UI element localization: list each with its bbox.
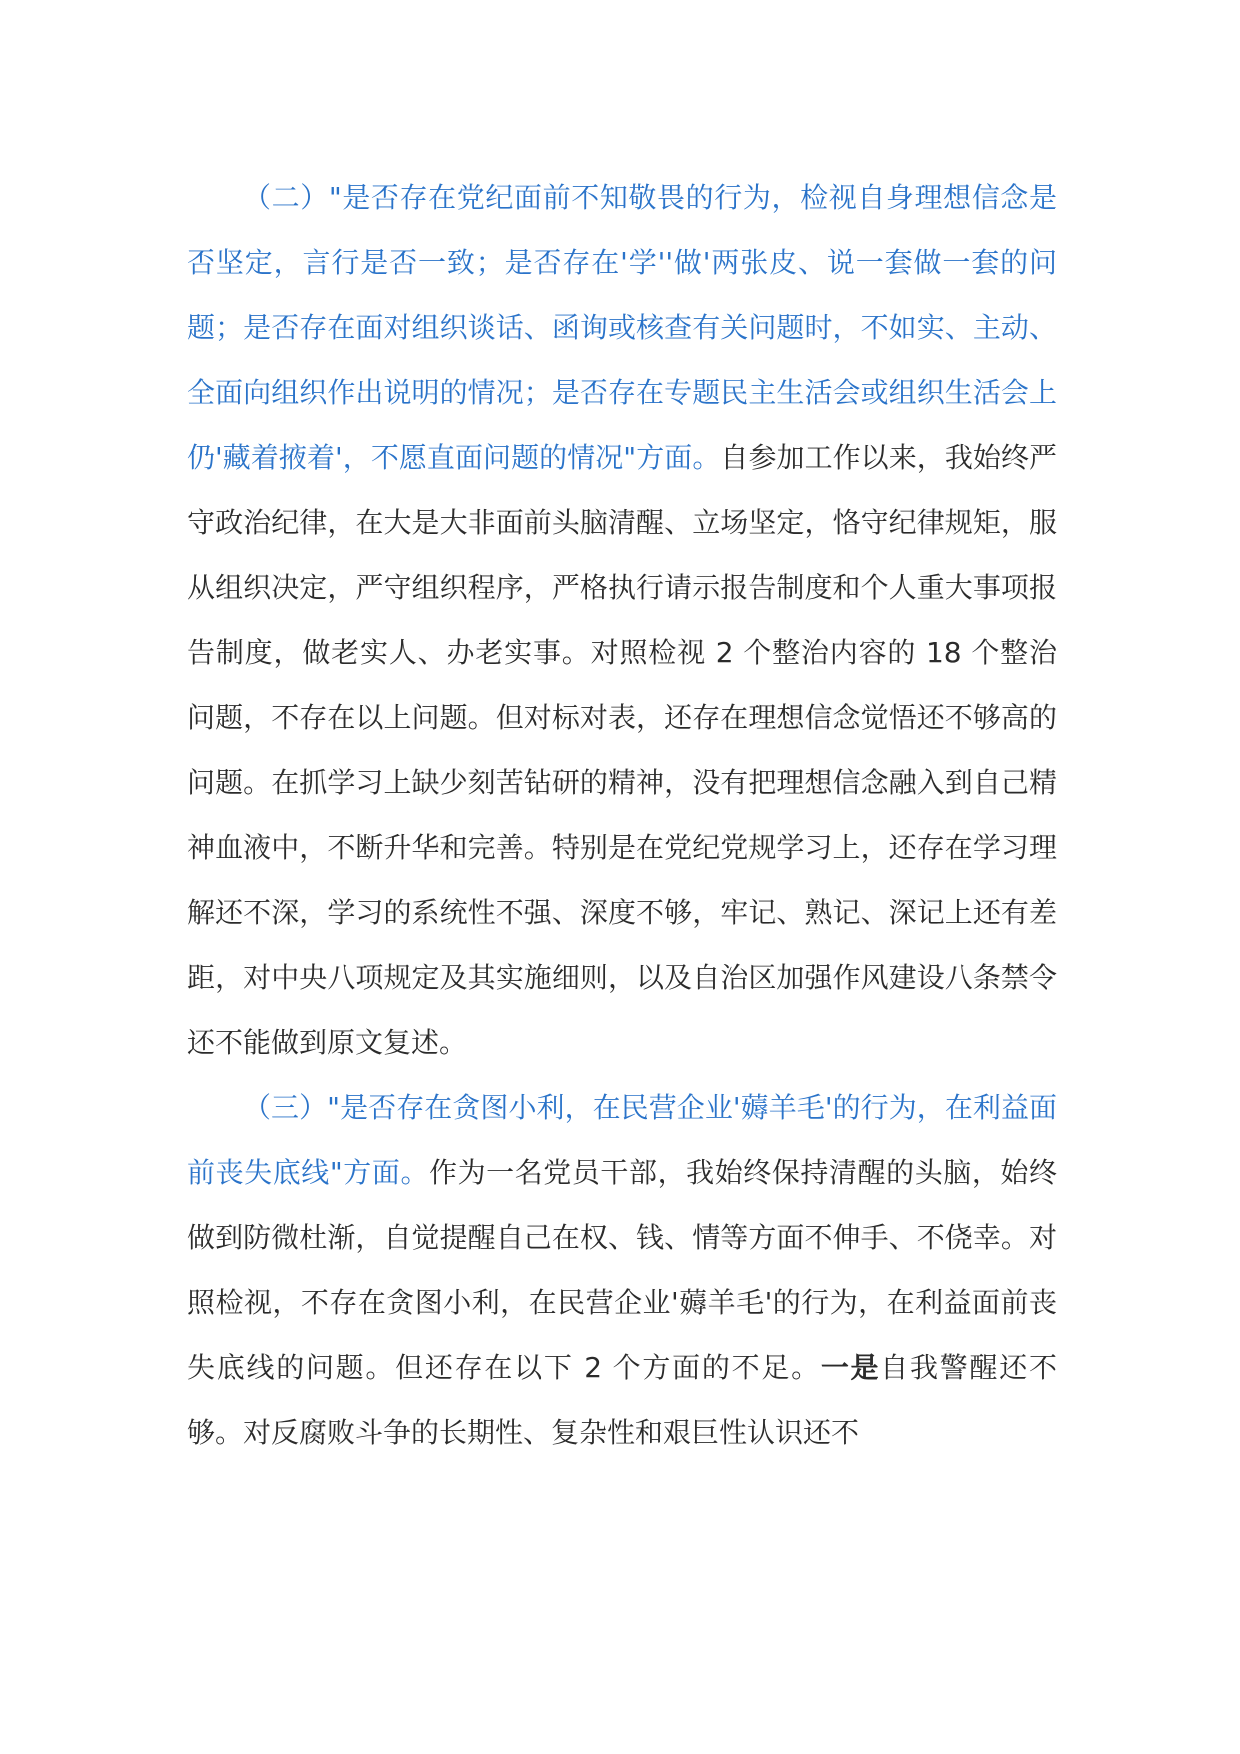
section-2-body: 自参加工作以来，我始终严守政治纪律，在大是大非面前头脑清醒、立场坚定，恪守纪律规矩，服从组织决定，严守组织程序，严格执行请示报告制度和个人重大事项报告制度，做老实人、办老实事。对照检视 2 个整治内容的 18 个整治问题，不存在以上问题。但对标对表，还存在理想信念觉悟还不够高的问题。在抓学习上缺少刻苦钻研的精神，没有把理想信念融入到自己精神血液中，不断升华和完善。特别是在党纪党规学习上，还存在学习理解还不深，学习的系统性不强、深度不够，牢记、熟记、深记上还有差距，对中央八项规定及其实施细则，以及自治区加强作风建设八条禁令还不能做到原文复述。 [187, 441, 1057, 1059]
paragraph-section-3 [187, 1075, 1057, 1465]
paragraph-section-2 [187, 165, 1057, 1075]
section-3-body: 作为一名党员干部，我始终保持清醒的头脑，始终做到防微杜渐，自觉提醒自己在权、钱、情等方面不伸手、不侥幸。对照检视，不存在贪图小利，在民营企业'薅羊毛'的行为，在利益面前丧失底线的问题。但还存在以下 2 个方面的不足。 [187, 1156, 1057, 1384]
section-3-emphasis: 一是 [820, 1351, 881, 1384]
section-2-heading: （二）"是否存在党纪面前不知敬畏的行为，检视自身理想信念是否坚定，言行是否一致；是否存在'学''做'两张皮、说一套做一套的问题；是否存在面对组织谈话、函询或核查有关问题时，不如实、主动、全面向组织作出说明的情况；是否存在专题民主生活会或组织生活会上仍'藏着掖着'，不愿直面问题的情况"方面。 [187, 181, 1057, 474]
section-3-tail: 自我警醒还不够。对反腐败斗争的长期性、复杂性和艰巨性认识还不 [187, 1351, 1057, 1449]
document-body [187, 165, 1057, 1465]
section-3-heading: （三）"是否存在贪图小利，在民营企业'薅羊毛'的行为，在利益面前丧失底线"方面。 [187, 1091, 1057, 1189]
